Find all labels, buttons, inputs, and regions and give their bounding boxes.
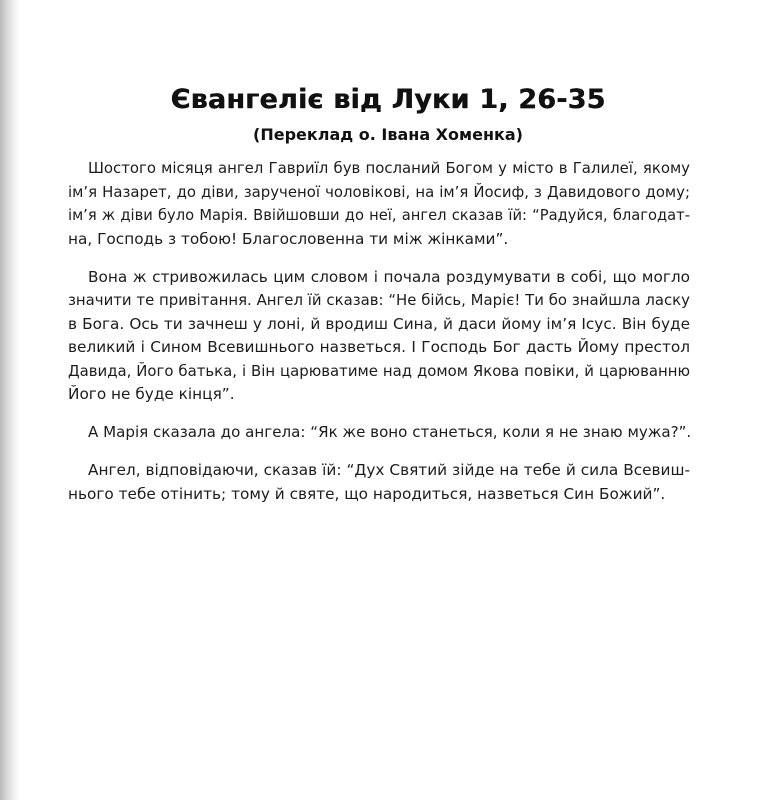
text-line: А Марія сказала до ангела: “Як же воно станеться, коли я не знаю мужа?”. [88,423,692,441]
text-line: Ангел, відповідаючи, сказав їй: “Дух Святий зійде на тебе й сила Всевиш- [88,461,690,479]
text-line: ім’я Назарет, до діви, зарученої чоловікові, на ім’я Йосиф, з Давидового дому; [68,182,690,201]
text-line: Шостого місяця ангел Гавриїл був посланий Богом у місто в Галилеї, якому [88,159,690,177]
paragraph-3 [88,421,690,445]
paragraph-1 [68,157,690,251]
text-line: ім’я ж діви було Марія. Ввійшовши до неї, ангел сказав їй: “Радуйся, благодат- [68,207,690,224]
paragraph-4 [68,459,690,506]
paragraph-spacer [88,251,690,266]
paragraph-2 [68,266,690,407]
paragraph-spacer [88,445,690,460]
text-line: значити те привітання. Ангел їй сказав: “Не бійсь, Маріє! Ти бо знайшла ласку [68,291,690,309]
text-line: великий і Сином Всевишнього назветься. І Господь Бог дасть Йому престол [68,338,690,356]
text-line: Давида, Його батька, і Він царюватиме над домом Якова повіки, й царюванню [68,361,690,380]
scripture-text [68,157,692,506]
text-line: на, Господь з тобою! Благословенна ти між жінками”. [68,229,509,248]
text-line: в Бога. Ось ти зачнеш у лоні, й вродиш Сина, й даси йому ім’я Ісус. Він буде [68,314,690,333]
text-line: Вона ж стривожилась цим словом і почала роздумувати в собі, що могло [88,267,690,286]
text-line: Його не буде кінця”. [68,385,235,403]
text-line: нього тебе отінить; тому й святе, що народиться, назветься Син Божий”. [68,484,666,503]
translation-credit: (Переклад о. Івана Хоменка) [253,125,523,144]
paragraph-spacer [88,407,690,422]
page-spine-shadow [0,0,20,800]
page-title: Євангеліє від Луки 1, 26-35 [170,84,606,115]
